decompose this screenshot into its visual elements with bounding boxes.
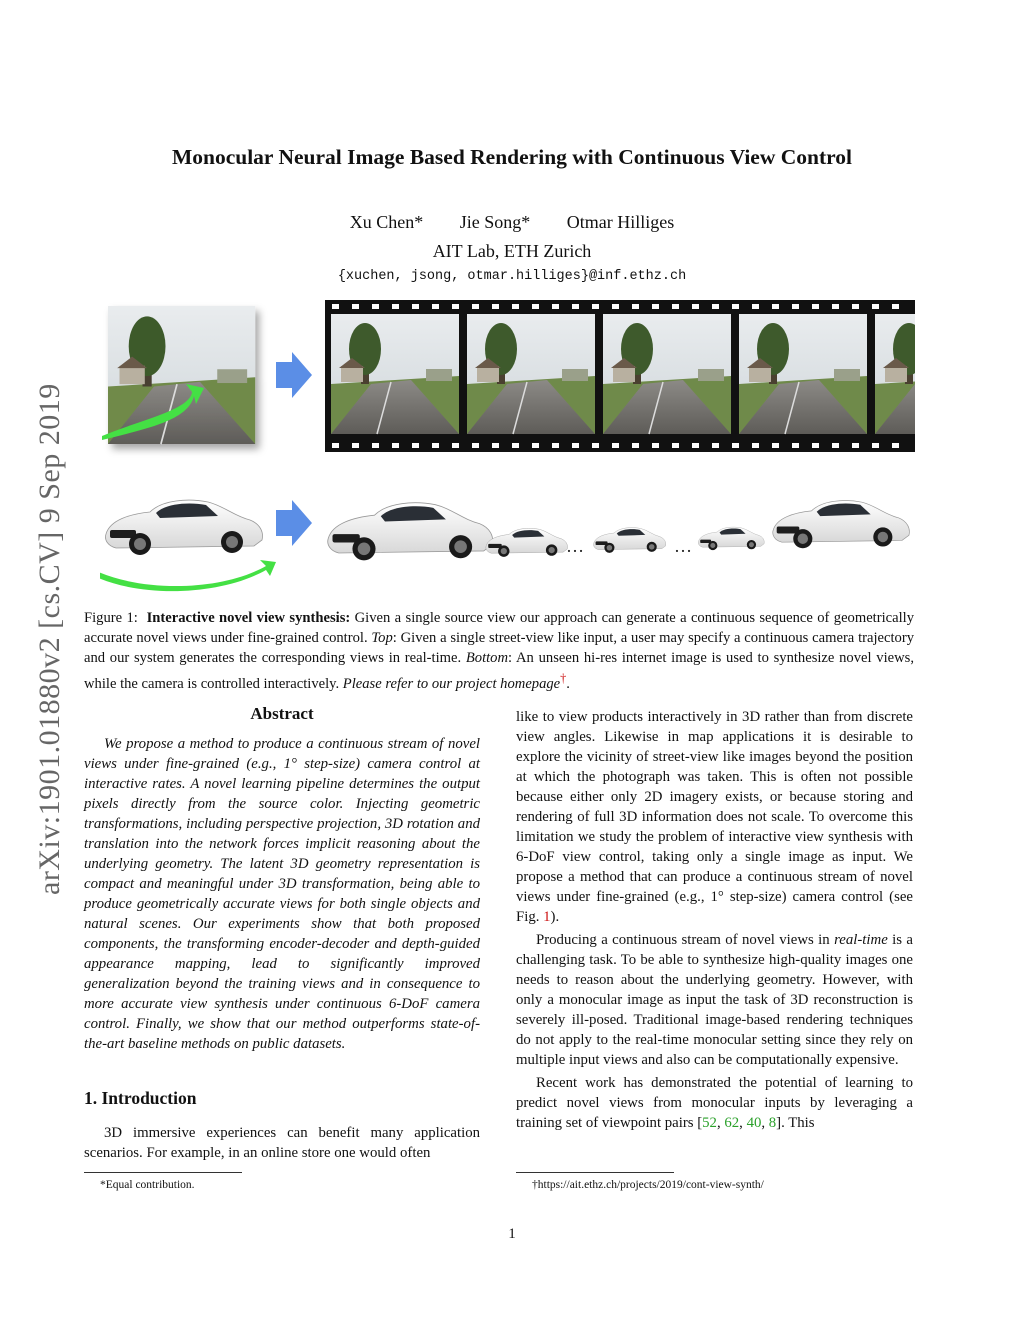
author-1: Xu Chen*	[349, 212, 424, 232]
figure-1	[100, 300, 915, 600]
caption-label: Figure 1:	[84, 610, 138, 626]
author-emails: {xuchen, jsong, otmar.hilliges}@inf.ethz.ch	[337, 269, 687, 284]
abstract-heading: Abstract	[250, 704, 314, 723]
film-frame-1	[331, 314, 459, 434]
rotation-arrow	[100, 560, 276, 591]
film-frame-2	[467, 314, 595, 434]
page-number: 1	[508, 1226, 516, 1242]
film-frame-3	[603, 314, 731, 434]
footnote-rule	[516, 1172, 674, 1173]
dagger-ref[interactable]: †	[560, 671, 567, 685]
citation-link[interactable]: 62	[724, 1115, 740, 1131]
section-heading-introduction: 1. Introduction	[84, 1088, 197, 1108]
film-frame-5	[875, 314, 915, 434]
synth-car-large-1	[328, 503, 493, 561]
film-strip	[325, 300, 915, 452]
caption-bold: Interactive novel view synthesis:	[146, 610, 351, 626]
right-column-body: like to view products interactively in 3D rather than from discrete view angles. Likewise in map applications it is desirable to explore the vicinity of street-view like images beyond the position at which the photograph was taken. This is often not possible because either only 2D imagery exists, or because storing and rendering of full 3D information does not scale. To overcome this limitation we study the problem of interactive view synthesis with 6-DoF view control, taking only a single image as input. We propose a method that can produce a continuous stream of novel views under fine-grained (e.g., 1° step-size) camera control (see Fig. 1). Producing a continuous stream of novel views in real-time is a challenging task. To be able to synthesize high-quality images one needs to reason about the underlying geometry. However, with only a monocular image as input the task of 3D reconstruction is severely ill-posed. Traditional image-based rendering techniques do not apply to the real-time monocular setting since they rely on multiple input views and also can be computationally expensive. Recent work has demonstrated the potential of learning to predict novel views from monocular inputs by leveraging a training set of viewpoint pairs [52, 62, 40, 8]. This	[516, 709, 913, 1131]
synth-car-large-2	[773, 501, 910, 549]
synth-car-small-1	[486, 528, 568, 557]
footnote-rule	[84, 1172, 242, 1173]
film-frame-4	[739, 314, 867, 434]
synth-car-small-3	[698, 527, 764, 550]
introduction-body: 3D immersive experiences can benefit many application scenarios. For example, in an online store one would often	[84, 1125, 480, 1161]
author-2: Jie Song*	[459, 212, 531, 232]
figure-ref[interactable]: 1	[543, 909, 551, 925]
source-street-view	[108, 306, 255, 444]
synth-car-small-2	[594, 528, 666, 553]
footnote-project-url[interactable]: †https://ait.ethz.ch/projects/2019/cont-view-synth/	[532, 1179, 764, 1191]
citation-link[interactable]: 52	[702, 1115, 717, 1131]
author-list	[0, 212, 1024, 233]
arxiv-stamp: arXiv:1901.01880v2 [cs.CV] 9 Sep 2019	[33, 383, 66, 895]
figure-caption: Figure 1: Interactive novel view synthesis: Given a single source view our approach can generate a continuous sequence of geometrically accurate novel views under fine-grained control. Top: Given a single street-view like input, a user may specify a continuous camera trajectory and our system generates the corresponding views in real-time. Bottom: An unseen hi-res internet image is used to synthesize novel views, while the camera is controlled interactively. Please refer to our project homepage†.	[84, 610, 915, 692]
affiliation: AIT Lab, ETH Zurich	[432, 241, 592, 261]
citation-link[interactable]: 40	[746, 1115, 762, 1131]
arrow-right-icon	[276, 500, 312, 546]
footnote-equal-contribution: *Equal contribution.	[100, 1179, 195, 1191]
paper-title: Monocular Neural Image Based Rendering with Continuous View Control	[171, 145, 853, 169]
source-car-image	[105, 500, 262, 555]
abstract-body: We propose a method to produce a continuous stream of novel views under fine-grained (e.g., 1° step-size) camera control at interactive rates. A novel learning pipeline determines the output pixels directly from the source color. Injecting geometric transformations, including perspective projection, 3D rotation and translation into the network forces implicit reasoning about the underlying geometry. The latent 3D geometry representation is compact and meaningful under 3D transformation, being able to produce geometrically accurate views for both single objects and natural scenes. Our experiments show that both proposed components, the transforming encoder-decoder and depth-guided appearance mapping, lead to significantly improved generalization beyond the training views and in consequence to more accurate view synthesis under continuous 6-DoF camera control. Finally, we show that our method outperforms state-of-the-art baseline methods on public datasets.	[84, 736, 480, 1052]
arrow-right-icon	[276, 352, 312, 398]
ellipsis: …	[566, 536, 584, 556]
author-3: Otmar Hilliges	[566, 212, 675, 232]
ellipsis: …	[674, 536, 692, 556]
citation-link[interactable]: 8	[768, 1115, 777, 1131]
